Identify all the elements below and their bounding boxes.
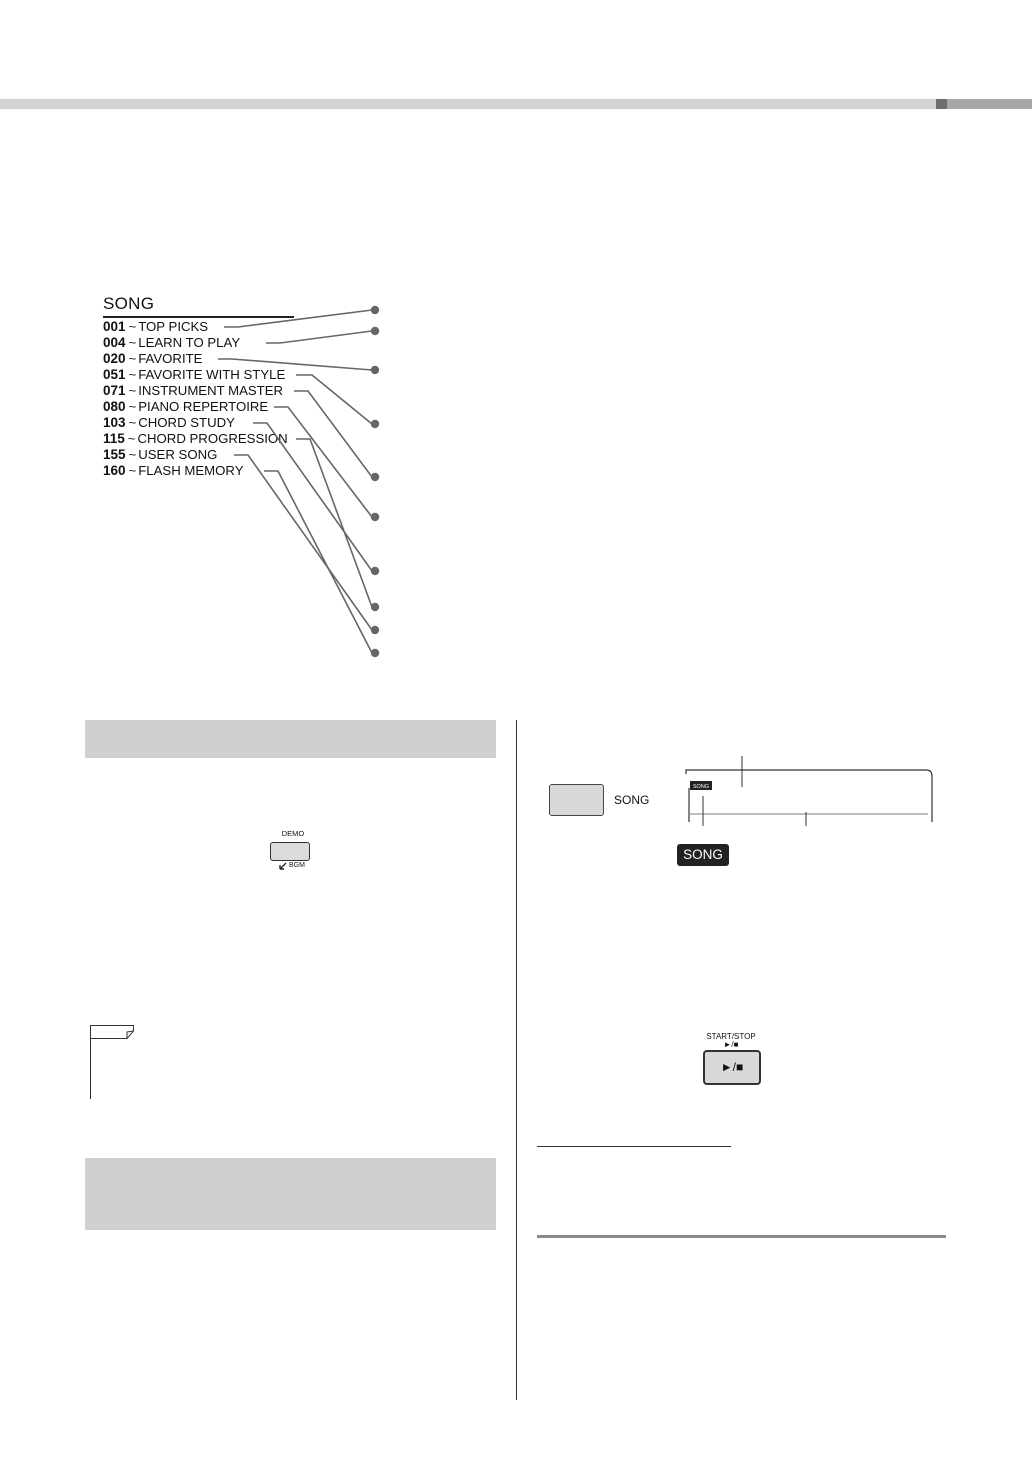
- song-category-number: 051: [103, 367, 126, 382]
- song-category-tilde: ~: [127, 431, 136, 446]
- song-category-tilde: ~: [128, 463, 137, 478]
- column-divider: [516, 720, 517, 1400]
- song-category-label: FAVORITE: [138, 351, 203, 366]
- demo-button[interactable]: [270, 842, 310, 861]
- song-category-tilde: ~: [128, 351, 137, 366]
- leader-dot: [371, 420, 379, 428]
- shift-arrow-icon: [279, 862, 287, 870]
- leader-dot: [371, 603, 379, 611]
- leader-line: [296, 375, 372, 424]
- song-category-number: 155: [103, 447, 126, 462]
- leader-line: [296, 439, 372, 607]
- start-stop-label: START/STOP: [706, 1032, 756, 1041]
- song-category-number: 160: [103, 463, 126, 478]
- song-category-tilde: ~: [128, 319, 137, 334]
- leader-dot: [371, 567, 379, 575]
- song-category-label: FLASH MEMORY: [138, 463, 244, 478]
- leader-line: [274, 407, 372, 517]
- song-category-tilde: ~: [128, 415, 137, 430]
- song-category-number: 004: [103, 335, 126, 350]
- leader-line: [224, 310, 372, 327]
- song-button-label: SONG: [614, 793, 650, 807]
- leader-dot: [371, 366, 379, 374]
- song-category-label: CHORD PROGRESSION: [137, 431, 288, 446]
- song-category-number: 001: [103, 319, 126, 334]
- song-category-number: 020: [103, 351, 126, 366]
- start-stop-button[interactable]: ►/■: [703, 1050, 761, 1085]
- song-category-label: TOP PICKS: [138, 319, 209, 334]
- leader-dot: [371, 473, 379, 481]
- song-indicator-badge: SONG: [677, 844, 729, 866]
- start-stop-symbol-label: ►/■: [723, 1040, 739, 1049]
- leader-dot: [371, 649, 379, 657]
- bgm-label: BGM: [289, 862, 305, 869]
- leader-dot: [371, 626, 379, 634]
- song-category-label: CHORD STUDY: [138, 415, 235, 430]
- song-category-tilde: ~: [128, 447, 137, 462]
- right-column-rule: [537, 1235, 946, 1238]
- song-category-label: LEARN TO PLAY: [138, 335, 241, 350]
- leader-dot: [371, 306, 379, 314]
- song-category-tilde: ~: [128, 335, 137, 350]
- song-category-tilde: ~: [128, 399, 137, 414]
- song-category-tilde: ~: [128, 367, 137, 382]
- note-icon: [90, 1025, 134, 1039]
- song-category-title: SONG: [103, 294, 155, 313]
- leader-line: [218, 359, 372, 370]
- note-margin-line: [90, 1039, 91, 1099]
- leader-line: [266, 331, 372, 343]
- song-category-tilde: ~: [128, 383, 137, 398]
- lcd-display-diagram: [680, 752, 940, 826]
- song-category-label: FAVORITE WITH STYLE: [138, 367, 286, 382]
- song-button[interactable]: [549, 784, 604, 816]
- leader-dot: [371, 513, 379, 521]
- song-category-label: PIANO REPERTOIRE: [138, 399, 269, 414]
- leader-dot: [371, 327, 379, 335]
- song-category-label: USER SONG: [138, 447, 218, 462]
- lcd-song-indicator-text: SONG: [692, 784, 710, 790]
- section-header-2: [85, 1158, 496, 1230]
- song-category-number: 071: [103, 383, 126, 398]
- song-category-label: INSTRUMENT MASTER: [138, 383, 284, 398]
- leader-line: [294, 391, 372, 477]
- right-column-underline: [537, 1146, 731, 1147]
- song-category-number: 103: [103, 415, 126, 430]
- demo-button-label: DEMO: [281, 829, 305, 838]
- category-leader-lines: [0, 0, 1032, 700]
- song-category-number: 115: [103, 431, 125, 446]
- song-category-number: 080: [103, 399, 126, 414]
- section-header-1: [85, 720, 496, 758]
